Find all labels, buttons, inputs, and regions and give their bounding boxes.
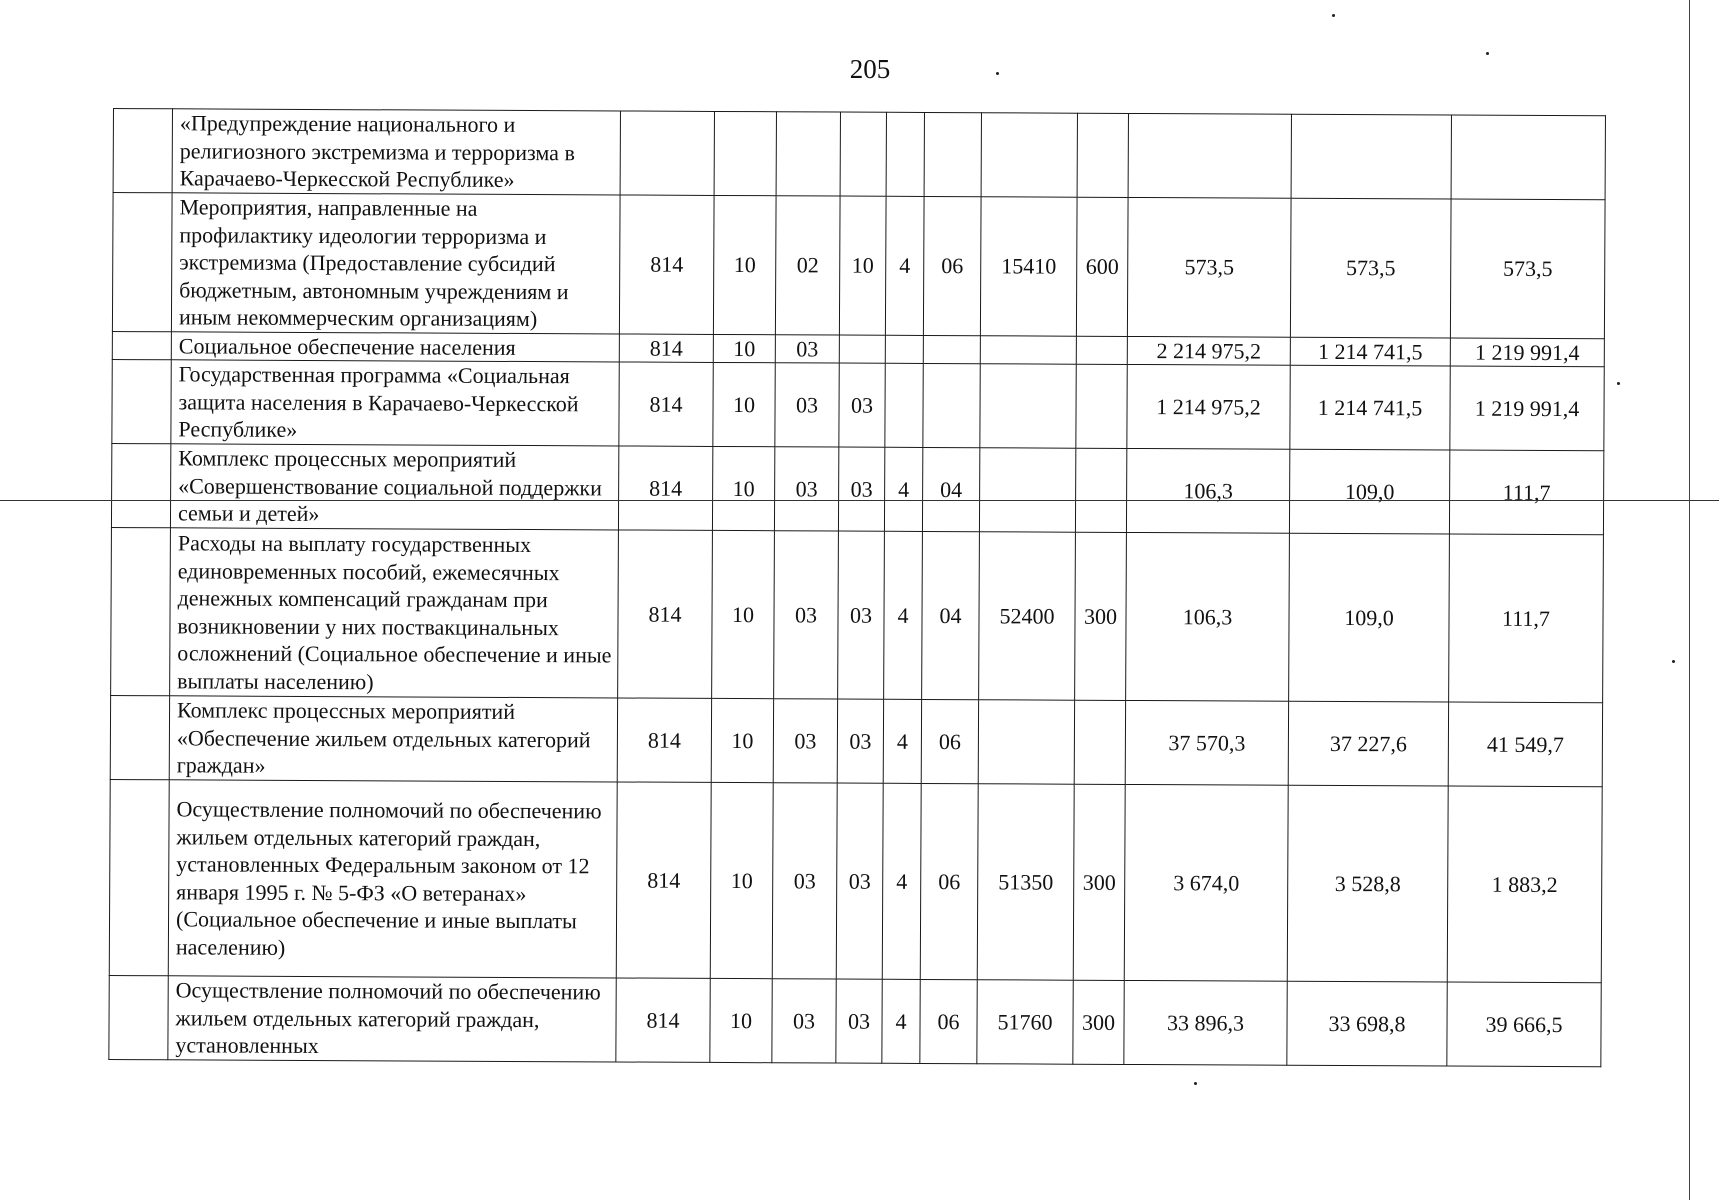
row-value-cell: 03 bbox=[772, 979, 836, 1063]
row-value-cell: 06 bbox=[920, 979, 977, 1063]
row-value-cell bbox=[886, 112, 924, 196]
row-index-cell bbox=[112, 193, 172, 332]
row-value-cell: 814 bbox=[619, 333, 713, 362]
row-value-cell bbox=[923, 335, 980, 364]
row-value-cell: 15410 bbox=[980, 197, 1077, 336]
row-name-cell: Мероприятия, направленные на профилактику идеологии терроризма и экстремизма (Предоставление субсидий бюджетным, автономным учреждениям и иным некоммерческим организациям) bbox=[171, 193, 620, 334]
row-value-cell: 106,3 bbox=[1126, 532, 1290, 701]
row-value-cell: 814 bbox=[619, 195, 714, 334]
scan-speck bbox=[1486, 52, 1489, 55]
row-value-cell: 03 bbox=[775, 334, 839, 363]
row-index-cell bbox=[112, 331, 171, 360]
row-index-cell bbox=[111, 527, 171, 695]
row-value-cell: 33 896,3 bbox=[1124, 980, 1287, 1065]
row-value-cell: 03 bbox=[839, 363, 885, 447]
row-value-cell: 814 bbox=[617, 698, 711, 782]
row-value-cell: 06 bbox=[920, 783, 978, 979]
row-value-cell bbox=[1076, 336, 1127, 365]
scan-speck bbox=[996, 72, 999, 75]
row-value-cell: 10 bbox=[713, 362, 775, 446]
row-value-cell bbox=[1075, 448, 1126, 532]
row-value-cell bbox=[1077, 113, 1128, 197]
row-value-cell: 1 214 975,2 bbox=[1127, 364, 1290, 449]
row-value-cell: 2 214 975,2 bbox=[1127, 336, 1290, 365]
row-value-cell bbox=[1076, 364, 1127, 448]
row-value-cell bbox=[979, 448, 1075, 532]
row-value-cell bbox=[620, 111, 714, 195]
row-name-cell: Социальное обеспечение населения bbox=[171, 331, 619, 362]
row-value-cell: 1 883,2 bbox=[1447, 786, 1602, 983]
row-value-cell: 573,5 bbox=[1290, 198, 1451, 337]
row-value-cell bbox=[1291, 114, 1451, 199]
row-index-cell bbox=[109, 975, 168, 1059]
row-value-cell: 51350 bbox=[977, 784, 1074, 980]
row-value-cell: 41 549,7 bbox=[1448, 702, 1602, 787]
table-row bbox=[112, 359, 1604, 450]
row-value-cell: 573,5 bbox=[1127, 197, 1291, 336]
row-value-cell: 814 bbox=[619, 362, 713, 446]
row-value-cell: 10 bbox=[712, 446, 774, 530]
row-value-cell: 814 bbox=[618, 446, 712, 530]
row-value-cell: 03 bbox=[838, 531, 885, 699]
row-value-cell: 1 219 991,4 bbox=[1450, 338, 1604, 367]
row-value-cell: 52400 bbox=[979, 532, 1076, 700]
row-value-cell: 10 bbox=[839, 196, 886, 335]
row-value-cell: 03 bbox=[838, 447, 884, 531]
row-value-cell: 06 bbox=[923, 196, 981, 335]
row-name-cell: Осуществление полномочий по обеспечению жильем отдельных категорий граждан, установленных Федеральным законом от 12 января 1995 г. № 5-ФЗ «О ветеранах» (Социальное обеспечение и иные выплаты населению) bbox=[168, 780, 617, 978]
row-value-cell bbox=[885, 363, 923, 447]
row-value-cell: 10 bbox=[711, 698, 773, 782]
row-value-cell: 106,3 bbox=[1126, 448, 1289, 533]
row-value-cell bbox=[978, 700, 1074, 784]
row-value-cell: 600 bbox=[1076, 197, 1128, 336]
row-value-cell: 111,7 bbox=[1449, 450, 1603, 535]
row-index-cell bbox=[110, 695, 169, 779]
row-value-cell bbox=[840, 112, 886, 196]
page-number: 205 bbox=[849, 54, 891, 84]
row-name-cell: Комплекс процессных мероприятий «Обеспечение жильем отдельных категорий граждан» bbox=[169, 696, 617, 782]
row-value-cell: 4 bbox=[884, 531, 923, 699]
row-value-cell: 04 bbox=[922, 447, 979, 531]
row-name-cell: Расходы на выплату государственных единовременных пособий, ежемесячных денежных компенсаций гражданам при возникновении у них поствакцинальных осложнений (Социальное обеспечение и иные выплаты населению) bbox=[170, 528, 619, 698]
row-value-cell: 33 698,8 bbox=[1287, 981, 1447, 1066]
row-value-cell: 03 bbox=[836, 979, 882, 1063]
row-value-cell: 3 528,8 bbox=[1287, 785, 1448, 982]
row-value-cell bbox=[776, 112, 840, 196]
row-value-cell: 4 bbox=[882, 979, 920, 1063]
row-value-cell: 03 bbox=[836, 783, 883, 979]
row-value-cell: 06 bbox=[921, 699, 978, 783]
row-value-cell bbox=[923, 363, 980, 447]
scan-edge-line bbox=[1689, 0, 1690, 1200]
row-name-cell: Государственная программа «Социальная защита населения в Карачаево-Черкесской Республике» bbox=[171, 360, 619, 446]
row-value-cell: 300 bbox=[1075, 532, 1127, 700]
row-value-cell: 573,5 bbox=[1450, 199, 1605, 338]
table-row bbox=[111, 443, 1603, 534]
row-value-cell: 39 666,5 bbox=[1447, 982, 1601, 1067]
row-value-cell: 814 bbox=[616, 782, 711, 978]
table-row bbox=[110, 695, 1602, 786]
budget-table bbox=[108, 108, 1606, 1067]
row-value-cell: 1 219 991,4 bbox=[1450, 366, 1604, 451]
row-value-cell: 109,0 bbox=[1289, 533, 1450, 702]
row-value-cell: 4 bbox=[884, 447, 922, 531]
row-value-cell: 10 bbox=[713, 195, 776, 334]
row-value-cell: 04 bbox=[922, 531, 980, 699]
table-row bbox=[111, 527, 1604, 702]
row-name-cell: Осуществление полномочий по обеспечению жильем отдельных категорий граждан, установленных bbox=[168, 976, 616, 1062]
row-value-cell: 300 bbox=[1073, 784, 1125, 980]
table-row bbox=[109, 975, 1601, 1066]
row-name-cell: Комплекс процессных мероприятий «Совершенствование социальной поддержки семьи и детей» bbox=[170, 444, 618, 530]
row-value-cell: 02 bbox=[775, 196, 840, 335]
row-value-cell: 37 227,6 bbox=[1288, 701, 1448, 786]
row-value-cell: 10 bbox=[710, 782, 773, 978]
row-value-cell: 03 bbox=[774, 447, 838, 531]
row-value-cell: 814 bbox=[618, 530, 713, 698]
row-value-cell: 4 bbox=[882, 783, 921, 979]
row-value-cell: 300 bbox=[1073, 980, 1124, 1064]
row-value-cell: 4 bbox=[885, 196, 924, 335]
row-value-cell bbox=[924, 112, 981, 196]
row-value-cell: 03 bbox=[774, 531, 839, 699]
row-value-cell: 814 bbox=[616, 978, 710, 1062]
row-value-cell: 4 bbox=[883, 699, 921, 783]
row-value-cell: 10 bbox=[712, 530, 775, 698]
row-index-cell bbox=[112, 359, 171, 443]
scan-speck bbox=[1194, 1082, 1197, 1085]
row-value-cell bbox=[1074, 700, 1125, 784]
row-index-cell bbox=[113, 109, 172, 193]
row-value-cell: 10 bbox=[713, 334, 775, 363]
row-value-cell bbox=[980, 364, 1076, 448]
row-value-cell bbox=[1128, 113, 1291, 198]
row-value-cell: 03 bbox=[837, 699, 883, 783]
row-value-cell: 109,0 bbox=[1289, 449, 1449, 534]
row-index-cell bbox=[109, 779, 169, 975]
row-value-cell: 03 bbox=[775, 363, 839, 447]
scan-artifact-line bbox=[0, 500, 1719, 501]
table-row bbox=[112, 193, 1605, 339]
row-index-cell bbox=[111, 443, 170, 527]
row-value-cell: 1 214 741,5 bbox=[1290, 365, 1450, 450]
row-value-cell: 10 bbox=[710, 978, 772, 1062]
row-value-cell bbox=[1451, 115, 1605, 200]
row-value-cell: 03 bbox=[772, 783, 837, 979]
row-value-cell: 51760 bbox=[977, 980, 1073, 1064]
scan-speck bbox=[1332, 14, 1335, 17]
row-value-cell bbox=[981, 113, 1077, 197]
row-value-cell bbox=[714, 111, 776, 195]
row-value-cell: 1 214 741,5 bbox=[1290, 337, 1450, 366]
scan-speck bbox=[1617, 382, 1620, 385]
table-row bbox=[109, 779, 1602, 982]
row-value-cell: 37 570,3 bbox=[1125, 700, 1288, 785]
row-value-cell bbox=[980, 335, 1076, 364]
scan-speck bbox=[1672, 660, 1675, 663]
table-row bbox=[113, 109, 1605, 200]
row-value-cell bbox=[839, 335, 885, 364]
row-value-cell bbox=[885, 335, 923, 364]
row-value-cell: 03 bbox=[773, 699, 837, 783]
row-value-cell: 111,7 bbox=[1449, 534, 1604, 703]
row-name-cell: «Предупреждение национального и религиозного экстремизма и терроризма в Карачаево-Черкесской Республике» bbox=[172, 109, 620, 195]
row-value-cell: 3 674,0 bbox=[1124, 784, 1288, 981]
